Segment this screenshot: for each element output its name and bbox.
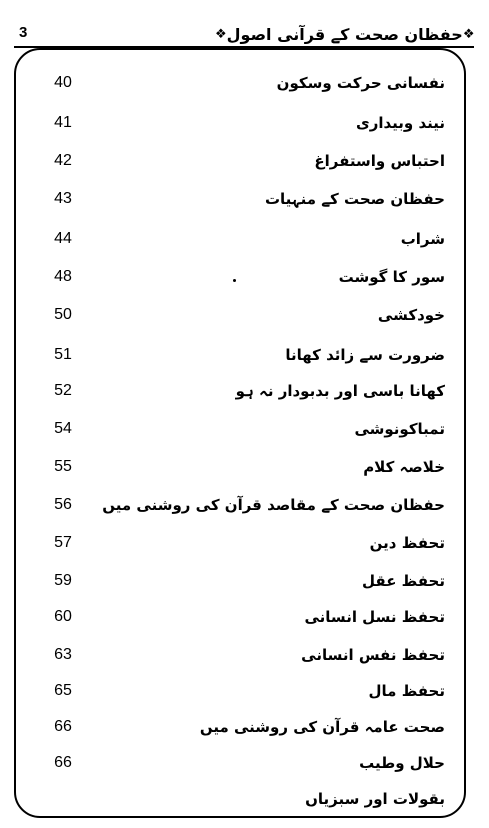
toc-row bbox=[0, 146, 489, 176]
toc-row bbox=[0, 676, 489, 706]
toc-entry-title: حفظان صحت کے منہیات bbox=[264, 190, 445, 208]
toc-entry-title: تحفظ دین bbox=[369, 534, 445, 552]
toc-row bbox=[0, 108, 489, 138]
toc-row bbox=[0, 712, 489, 742]
toc-entry-title: کھانا باسی اور بدبودار نہ ہو bbox=[235, 382, 445, 400]
toc-page-number: 52 bbox=[54, 382, 72, 399]
toc-row bbox=[0, 528, 489, 558]
toc-row bbox=[0, 300, 489, 330]
toc-entry-title: تحفظ نسل انسانی bbox=[304, 608, 445, 626]
toc-row bbox=[0, 184, 489, 214]
running-header bbox=[215, 22, 475, 46]
toc-row bbox=[0, 784, 489, 814]
toc-page-number: 66 bbox=[54, 754, 72, 771]
toc-row bbox=[0, 376, 489, 406]
toc-page-number: 43 bbox=[54, 190, 72, 207]
toc-entry-title: بقولات اور سبزیاں bbox=[305, 790, 445, 808]
toc-entry-title: حلال وطیب bbox=[359, 754, 445, 772]
toc-row bbox=[0, 340, 489, 370]
ornament-left-icon: ❖ bbox=[215, 26, 227, 42]
toc-page-number: 57 bbox=[54, 534, 72, 551]
toc-page-number: 65 bbox=[54, 682, 72, 699]
toc-entry-title: تحفظ مال bbox=[368, 682, 445, 700]
toc-entry-title: شراب bbox=[400, 230, 445, 248]
toc-page-number: 66 bbox=[54, 718, 72, 735]
toc-page-number: 48 bbox=[54, 268, 72, 285]
book-title: حفظان صحت کے قرآنی اصول bbox=[226, 24, 463, 44]
toc-entry-title: صحت عامہ قرآن کی روشنی میں bbox=[199, 718, 445, 736]
toc-page-number: 55 bbox=[54, 458, 72, 475]
toc-row bbox=[0, 262, 489, 292]
toc-entry-title: خلاصہ کلام bbox=[363, 458, 445, 476]
toc-row bbox=[0, 68, 489, 98]
toc-entry-title: ضرورت سے زائد کھانا bbox=[285, 346, 445, 364]
toc-page-number: 40 bbox=[54, 74, 72, 91]
toc-entry-title: تحفظ عقل bbox=[362, 572, 445, 590]
toc-entry-title: خودکشی bbox=[377, 306, 445, 324]
toc-page-number: 63 bbox=[54, 646, 72, 663]
toc-page-number: 42 bbox=[54, 152, 72, 169]
toc-entry-title: سور کا گوشت bbox=[338, 268, 445, 286]
page-number: 3 bbox=[19, 24, 28, 41]
toc-page-number: 60 bbox=[54, 608, 72, 625]
toc-row bbox=[0, 640, 489, 670]
toc-page-number: 56 bbox=[54, 496, 72, 513]
toc-page-number: 51 bbox=[54, 346, 72, 363]
toc-row bbox=[0, 490, 489, 520]
toc-entry-title: تحفظ نفس انسانی bbox=[301, 646, 445, 664]
toc-entry-title: نیند وبیداری bbox=[355, 114, 445, 132]
toc-row bbox=[0, 566, 489, 596]
toc-page-number: 50 bbox=[54, 306, 72, 323]
toc-row bbox=[0, 748, 489, 778]
toc-page-number: 44 bbox=[54, 230, 72, 247]
ornament-right-icon: ❖ bbox=[462, 26, 475, 42]
toc-row bbox=[0, 224, 489, 254]
toc-page-number: 59 bbox=[54, 572, 72, 589]
toc-entry-title: نفسانی حرکت وسکون bbox=[276, 74, 445, 92]
toc-entry-title: تمباکونوشی bbox=[354, 420, 445, 438]
toc-entry-title: احتباس واستفراغ bbox=[314, 152, 445, 170]
toc-entry-title: حفظان صحت کے مقاصد قرآن کی روشنی میں bbox=[102, 496, 445, 514]
toc-page-number: 41 bbox=[54, 114, 72, 131]
toc-row bbox=[0, 414, 489, 444]
toc-row bbox=[0, 452, 489, 482]
toc-page-number: 54 bbox=[54, 420, 72, 437]
toc-row bbox=[0, 602, 489, 632]
